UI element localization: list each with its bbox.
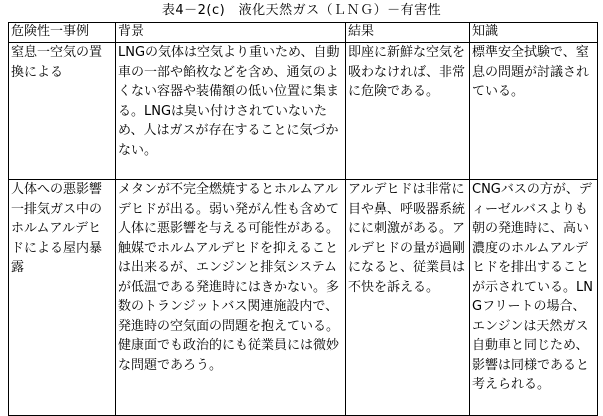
table-row bbox=[9, 43, 598, 180]
header-background: 背景 bbox=[116, 23, 346, 43]
result-text: 即座に新鮮な空気を吸わなければ、非常に危険である。 bbox=[348, 45, 466, 99]
result-cell bbox=[346, 180, 470, 416]
table-title: 表4－2(c) 液化天然ガス（ＬＮＧ）－有害性 bbox=[161, 3, 442, 18]
knowledge-text: CNGバスの方が、ディーゼルバスよりも朝の発進時に、高い濃度のホルムアルデヒドを排出することが示されている。LNGフリートの場合、エンジンは天然ガス自動車と同じため、影響は同様であると考えられる。 bbox=[472, 182, 593, 392]
knowledge-cell bbox=[470, 43, 598, 180]
hazard-cell bbox=[9, 180, 116, 416]
result-text: アルデヒドは非常に目や鼻、呼吸器系統にに刺激がある。アルデヒドの量が過剛になると、従業員は不快を訴える。 bbox=[348, 182, 466, 295]
background-text: LNGの気体は空気より重いため、自動車の一部や餡枚などを含め、通気のよくない容器や装備額の低い位置に集まる。LNGは臭い付けされていないため、人はガスが存在することに気づかない。 bbox=[118, 45, 340, 158]
hazard-text: 人体への悪影響一排気ガス中のホルムアルデヒドによる屋内暴露 bbox=[11, 182, 103, 275]
header-hazard: 危険性一事例 bbox=[9, 23, 116, 43]
background-text: メタンが不完全燃焼するとホルムアルデヒドが出る。弱い発がん性も含めて人体に悪影響を与える可能性がある。触媒でホルムアルデヒドを抑えることは出来るが、エンジンと排気システムが低温である発進時にはきかない。多数のトランジットバス関連施設内で、発進時の空気面の問題を抱えている。健康面でも政治的にも従業員には微妙な問題であろう。 bbox=[118, 182, 340, 373]
hazard-cell bbox=[9, 43, 116, 180]
hazard-text: 窒息一空気の置換による bbox=[11, 45, 103, 80]
knowledge-text: 標準安全拭験で、窒息の問題が討議されている。 bbox=[472, 45, 590, 99]
result-cell bbox=[346, 43, 470, 180]
header-knowledge: 知識 bbox=[470, 23, 598, 43]
knowledge-cell bbox=[470, 180, 598, 416]
background-cell bbox=[116, 43, 346, 180]
background-cell bbox=[116, 180, 346, 416]
header-row bbox=[9, 23, 598, 43]
header-result: 結果 bbox=[346, 23, 470, 43]
table-row bbox=[9, 180, 598, 416]
hazard-table bbox=[8, 22, 598, 416]
